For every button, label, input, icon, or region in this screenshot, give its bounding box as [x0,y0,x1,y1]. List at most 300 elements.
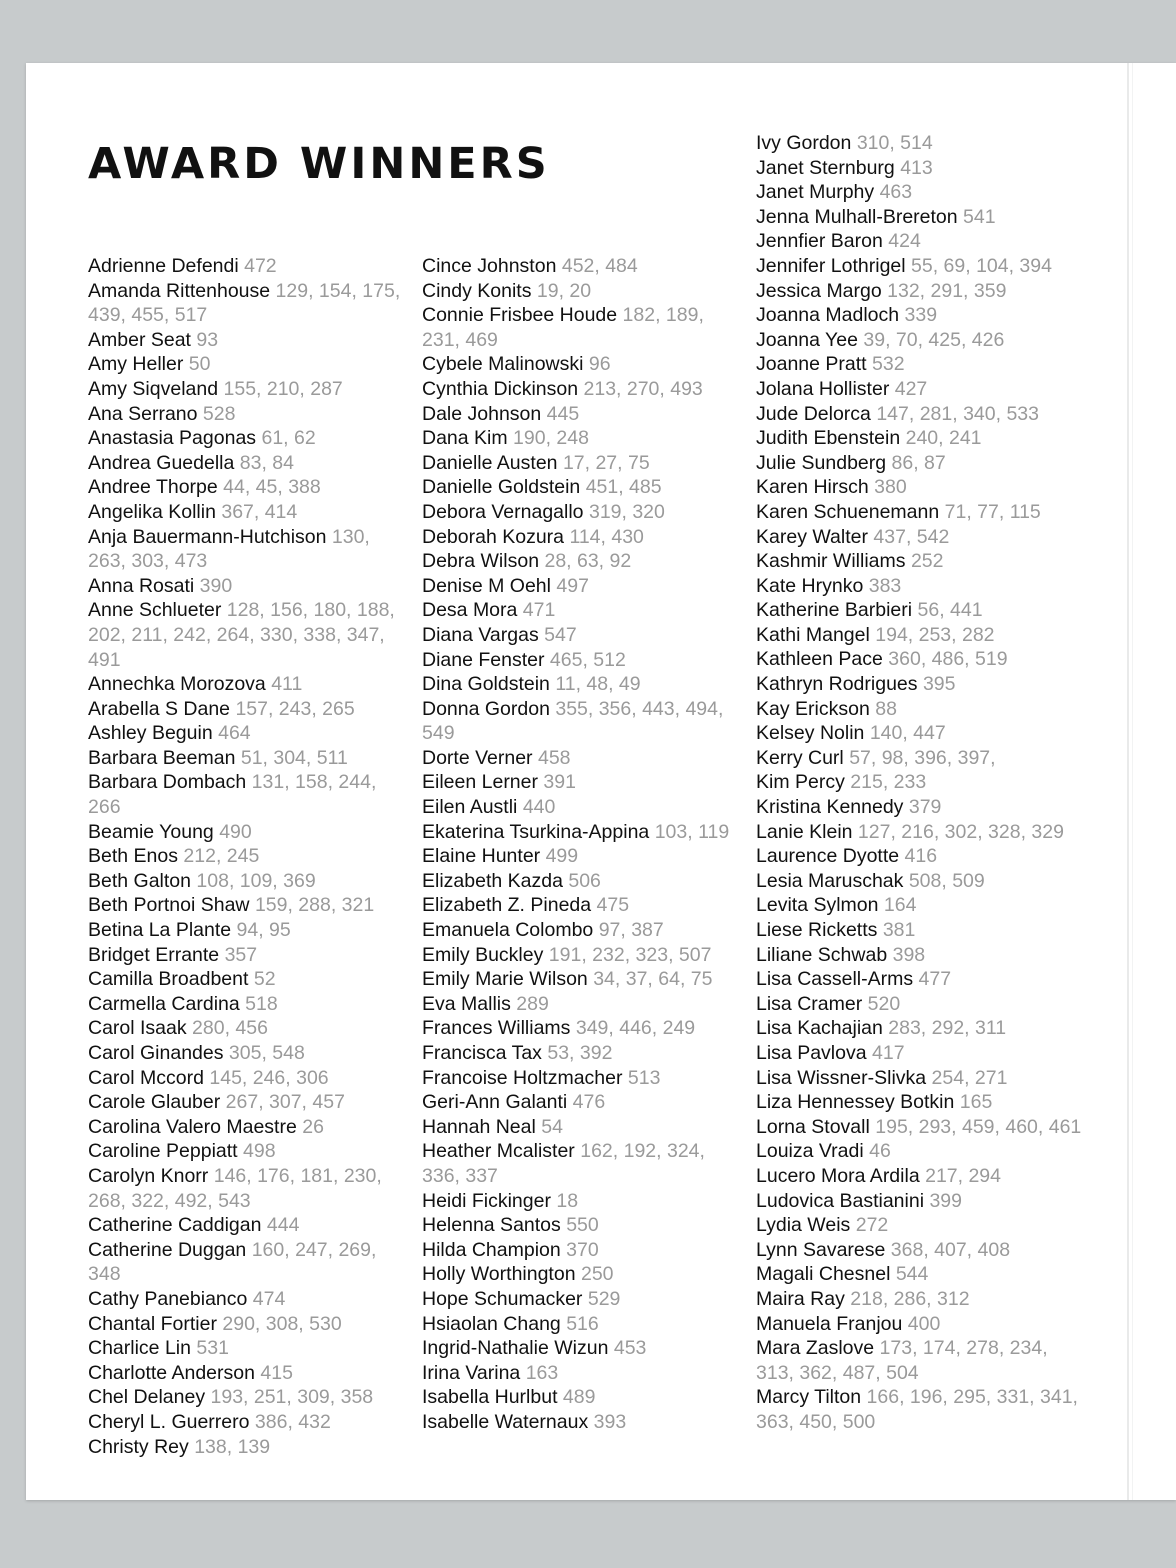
winner-name: Marcy Tilton [756,1386,862,1409]
winner-name: Kate Hrynko [756,574,864,597]
winner-name: Cheryl L. Guerrero [88,1410,250,1433]
winner-name: Kim Percy [756,771,845,794]
winner-name: Karen Schuenemann [756,500,940,523]
winner-pages: 140, 447 [869,722,946,745]
winner-pages: 445 [546,402,580,425]
winner-pages: 531 [196,1337,229,1360]
winner-name: Eilen Austli [422,796,518,819]
winner-name: Karen Hirsch [756,476,869,499]
winner-name: Amy Siqveland [88,377,219,400]
winner-name: Frances Williams [422,1017,571,1040]
winner-pages: 52 [253,968,276,991]
winner-entry [422,869,744,894]
winner-pages: 157, 243, 265 [235,697,355,720]
winner-pages: 94, 95 [236,919,291,942]
winner-pages: 108, 109, 369 [196,869,316,892]
winner-name: Kathi Mangel [756,623,870,646]
winner-pages: 61, 62 [261,427,316,450]
winner-entry [88,525,410,574]
winner-entry [422,1287,744,1312]
winner-pages: 50 [188,353,211,376]
winner-pages: 18 [556,1189,579,1212]
winner-entry [756,549,1084,574]
winner-pages: 367, 414 [221,500,298,523]
winner-name: Annechka Morozova [88,673,266,696]
winner-entry [756,156,1084,181]
winner-pages: 290, 308, 530 [222,1312,342,1335]
winner-entry [756,1016,1084,1041]
winner-pages: 395 [922,673,956,696]
winner-name: Deborah Kozura [422,525,565,548]
winner-name: Lynn Savarese [756,1238,886,1261]
winner-name: Lesia Maruschak [756,869,904,892]
winner-name: Maira Ray [756,1287,845,1310]
winner-entry [756,1115,1084,1140]
winner-entry [756,1066,1084,1091]
winner-entry [422,1312,744,1337]
winner-name: Hope Schumacker [422,1287,583,1310]
winner-name: Anastasia Pagonas [88,427,257,450]
winner-pages: 195, 293, 459, 460, 461 [875,1115,1082,1138]
winner-name: Catherine Caddigan [88,1214,262,1237]
winner-pages: 475 [596,894,630,917]
winner-pages: 283, 292, 311 [888,1017,1007,1040]
winner-name: Charlice Lin [88,1337,191,1360]
winner-entry [422,303,744,352]
winner-entry [756,451,1084,476]
winner-pages: 17, 27, 75 [562,451,650,474]
winner-pages: 437, 542 [873,525,950,548]
winner-pages: 193, 251, 309, 358 [210,1386,374,1409]
winner-name: Hannah Neal [422,1115,536,1138]
winner-name: Eileen Lerner [422,771,538,794]
winner-name: Carol Isaak [88,1017,187,1040]
winner-name: Bridget Errante [88,943,220,966]
winner-entry [88,328,410,353]
winner-name: Jenna Mulhall-Brereton [756,205,958,228]
winner-pages: 51, 304, 511 [240,746,348,769]
winner-name: Julie Sundberg [756,451,887,474]
winner-entry [88,918,410,943]
winner-name: Debra Wilson [422,550,540,573]
winner-name: Lucero Mora Ardila [756,1164,920,1187]
winner-entry [422,918,744,943]
winner-entry [88,598,410,672]
winner-name: Diana Vargas [422,623,539,646]
winner-name: Ashley Beguin [88,722,213,745]
winner-pages: 218, 286, 312 [850,1287,970,1310]
winner-name: Hilda Champion [422,1238,561,1261]
winner-entry [422,1090,744,1115]
winner-name: Elizabeth Z. Pineda [422,894,592,917]
winner-entry [88,451,410,476]
winner-pages: 508, 509 [908,869,985,892]
winner-entry [756,229,1084,254]
winner-name: Carol Mccord [88,1066,204,1089]
winner-entry [756,426,1084,451]
winner-name: Kay Erickson [756,697,870,720]
winner-name: Catherine Duggan [88,1238,247,1261]
winner-pages: 217, 294 [925,1164,1001,1187]
winner-pages: 452, 484 [561,255,638,277]
winner-name: Joanna Madloch [756,304,900,327]
winner-name: Janet Murphy [756,181,875,204]
winner-name: Cathy Panebianco [88,1287,248,1310]
winner-pages: 88 [875,697,897,720]
winner-entry [756,328,1084,353]
winner-pages: 252 [910,550,944,573]
winner-pages: 213, 270, 493 [583,377,703,400]
winner-pages: 26 [302,1115,324,1138]
winner-name: Janet Sternburg [756,156,895,179]
winner-pages: 240, 241 [905,427,982,450]
winner-entry [88,967,410,992]
winner-pages: 368, 407, 408 [890,1238,1011,1261]
winner-pages: 46 [869,1140,891,1163]
document-page [26,63,1176,1500]
winner-name: Lisa Cramer [756,992,863,1015]
winner-pages: 541 [963,205,996,228]
winner-name: Dale Johnson [422,402,542,425]
winner-name: Manuela Franjou [756,1312,903,1335]
winner-entry [756,352,1084,377]
winner-name: Laurence Dyotte [756,845,900,868]
winner-entry [756,1385,1084,1434]
winner-pages: 415 [260,1361,293,1384]
winner-name: Irina Varina [422,1361,521,1384]
winner-pages: 11, 48, 49 [555,673,641,696]
winner-pages: 339 [904,304,938,327]
winner-entry [88,1361,410,1386]
winner-entry [756,820,1084,845]
winner-pages: 380 [874,476,907,499]
winner-entry [88,844,410,869]
winner-entry [422,451,744,476]
winner-pages: 194, 253, 282 [875,623,995,646]
winner-pages: 71, 77, 115 [944,500,1041,523]
winner-entry [422,992,744,1017]
winner-name: Geri-Ann Galanti [422,1091,568,1114]
winner-name: Christy Rey [88,1435,189,1458]
winner-entry [422,770,744,795]
winner-pages: 518 [245,992,278,1015]
winner-pages: 83, 84 [239,451,294,474]
winner-pages: 528 [202,402,236,425]
winner-entry [422,795,744,820]
winner-entry [756,647,1084,672]
winner-pages: 54 [541,1115,563,1138]
winner-name: Andrea Guedella [88,451,235,474]
winner-pages: 379 [908,796,942,819]
winner-pages: 53, 392 [547,1042,613,1064]
winner-entry [88,377,410,402]
winner-pages: 463 [879,181,913,204]
winner-name: Helenna Santos [422,1214,561,1237]
winner-name: Katherine Barbieri [756,599,913,622]
winner-pages: 130, 263, 303, 473 [88,525,370,573]
winner-entry [756,770,1084,795]
winner-pages: 476 [572,1091,606,1114]
winner-entry [422,549,744,574]
winner-pages: 498 [243,1140,276,1163]
winner-entry [422,402,744,427]
winner-pages: 393 [593,1410,627,1433]
winner-name: Ekaterina Tsurkina-Appina [422,820,650,843]
winner-name: Karey Walter [756,525,868,548]
winner-entry [88,820,410,845]
winner-entry [88,426,410,451]
winner-pages: 532 [872,353,905,376]
winner-entry [422,893,744,918]
winner-entry [756,303,1084,328]
winner-pages: 416 [904,845,938,868]
winner-entry [756,918,1084,943]
winner-entry [756,131,1084,156]
winner-pages: 520 [867,992,901,1015]
winner-entry [422,967,744,992]
winner-pages: 499 [545,845,579,868]
winner-name: Caroline Peppiatt [88,1140,238,1163]
winner-name: Mara Zaslove [756,1337,875,1360]
winner-entry [756,1041,1084,1066]
winner-entry [756,1287,1084,1312]
winner-pages: 383 [868,574,902,597]
winner-name: Heidi Fickinger [422,1189,551,1212]
winner-name: Emily Marie Wilson [422,968,588,991]
winner-entry [422,500,744,525]
winner-pages: 474 [252,1287,286,1310]
winner-name: Carole Glauber [88,1091,221,1114]
winner-entry [88,574,410,599]
winner-entry [756,992,1084,1017]
winner-entry [422,254,744,279]
winner-entry [88,1238,410,1287]
winner-pages: 513 [627,1066,661,1089]
winner-name: Desa Mora [422,599,518,622]
winner-pages: 163 [525,1361,559,1384]
winner-entry [422,697,744,746]
winner-entry [756,893,1084,918]
winner-name: Kathryn Rodrigues [756,673,918,696]
winner-entry [422,844,744,869]
winner-entry [422,1410,744,1435]
winner-pages: 57, 98, 396, 397, [849,746,996,769]
winner-name: Lisa Pavlova [756,1041,867,1064]
winner-name: Kerry Curl [756,746,844,769]
winner-entry [422,672,744,697]
winner-name: Liliane Schwab [756,943,888,966]
winner-entry [756,1164,1084,1189]
winner-entry [88,1139,410,1164]
page-gutter [1127,63,1129,1500]
winner-name: Chel Delaney [88,1386,206,1409]
winner-name: Jennfier Baron [756,230,883,253]
winner-entry [88,475,410,500]
winner-pages: 391 [543,771,576,794]
winner-name: Dorte Verner [422,746,533,769]
winner-entry [756,254,1084,279]
winner-pages: 370 [566,1238,599,1261]
winner-name: Ivy Gordon [756,132,852,154]
winner-entry [756,1139,1084,1164]
winner-entry [88,770,410,819]
winner-entry [422,377,744,402]
winner-pages: 399 [929,1189,962,1212]
winner-pages: 398 [892,943,926,966]
winner-entry [422,1139,744,1188]
winner-pages: 497 [556,574,589,597]
winner-entry [422,1262,744,1287]
winner-pages: 250 [580,1263,614,1286]
winner-entry [88,1410,410,1435]
winner-entry [422,426,744,451]
winner-entry [756,697,1084,722]
winner-pages: 465, 512 [549,648,626,671]
winner-name: Barbara Beeman [88,746,236,769]
winner-entry [756,402,1084,427]
winner-pages: 34, 37, 64, 75 [593,968,713,991]
winner-pages: 86, 87 [891,451,946,474]
winner-name: Danielle Goldstein [422,476,581,499]
winner-entry [422,1189,744,1214]
winner-pages: 19, 20 [536,279,592,302]
winner-entry [88,1336,410,1361]
winner-name: Heather Mcalister [422,1140,575,1163]
winner-pages: 490 [219,820,252,843]
winner-pages: 550 [566,1214,599,1237]
winner-pages: 129, 154, 175, 439, 455, 517 [88,279,401,327]
winners-column-1 [88,254,410,1459]
winner-pages: 451, 485 [585,476,662,499]
winner-pages: 162, 192, 324, 336, 337 [422,1140,705,1187]
winner-name: Carolina Valero Maestre [88,1115,297,1138]
winner-entry [88,1287,410,1312]
winner-pages: 381 [882,919,916,941]
winner-entry [422,623,744,648]
winner-entry [88,893,410,918]
winner-entry [422,820,744,845]
winner-pages: 103, 119 [654,820,730,843]
winner-name: Liese Ricketts [756,919,878,941]
winner-name: Ingrid-Nathalie Wizun [422,1337,609,1360]
winner-entry [756,1262,1084,1287]
winner-name: Amber Seat [88,328,191,351]
winner-pages: 160, 247, 269, 348 [88,1238,377,1286]
winner-name: Camilla Broadbent [88,968,249,991]
winner-name: Cynthia Dickinson [422,377,579,400]
winner-entry [422,574,744,599]
winner-entry [88,672,410,697]
winner-pages: 147, 281, 340, 533 [876,402,1039,425]
winner-entry [88,352,410,377]
winner-name: Kathleen Pace [756,648,883,671]
winner-pages: 417 [872,1041,905,1064]
winner-entry [422,1213,744,1238]
winner-pages: 146, 176, 181, 230, 268, 322, 492, 543 [88,1164,382,1212]
winner-pages: 355, 356, 443, 494, 549 [422,697,724,745]
winner-pages: 413 [900,156,933,179]
winner-name: Jude Delorca [756,402,871,425]
winner-entry [88,1213,410,1238]
winner-pages: 411 [271,673,303,696]
winner-name: Lanie Klein [756,820,853,843]
winner-name: Dana Kim [422,427,508,450]
winner-name: Denise M Oehl [422,574,551,597]
winner-entry [88,1385,410,1410]
winner-entry [756,967,1084,992]
winner-name: Isabella Hurlbut [422,1386,558,1409]
winner-pages: 529 [587,1287,621,1310]
winner-entry [756,943,1084,968]
winner-pages: 280, 456 [192,1017,268,1040]
winner-name: Louiza Vradi [756,1140,864,1163]
winner-entry [88,992,410,1017]
winner-pages: 55, 69, 104, 394 [911,254,1052,277]
winner-name: Anna Rosati [88,574,195,597]
winner-pages: 131, 158, 244, 266 [88,771,377,819]
winner-entry [88,500,410,525]
winner-entry [422,648,744,673]
winner-entry [422,746,744,771]
winner-name: Liza Hennessey Botkin [756,1091,955,1114]
winner-name: Beth Enos [88,845,178,868]
winner-entry [88,1016,410,1041]
winner-name: Cybele Malinowski [422,353,584,376]
winner-name: Barbara Dombach [88,771,247,794]
winners-column-3 [756,131,1084,1434]
winner-name: Donna Gordon [422,697,550,720]
winner-name: Beamie Young [88,820,214,843]
winner-name: Anne Schlueter [88,599,222,622]
winner-pages: 349, 446, 249 [575,1017,696,1040]
winner-entry [88,254,410,279]
winner-name: Jennifer Lothrigel [756,254,906,277]
winner-pages: 310, 514 [856,132,933,154]
winner-name: Judith Ebenstein [756,427,901,450]
winner-pages: 272 [855,1214,889,1237]
winner-pages: 44, 45, 388 [223,476,321,499]
winner-entry [756,721,1084,746]
winner-name: Ludovica Bastianini [756,1189,925,1212]
winner-pages: 289 [516,992,549,1015]
winner-entry [88,869,410,894]
winner-pages: 427 [894,377,928,400]
winner-name: Andree Thorpe [88,476,218,499]
winner-pages: 93 [196,328,219,351]
winner-pages: 28, 63, 92 [544,550,632,573]
winner-entry [422,1238,744,1263]
page-gutter-line [1132,63,1133,1500]
winner-entry [422,943,744,968]
winner-entry [88,943,410,968]
winner-name: Beth Portnoi Shaw [88,894,250,917]
winner-entry [756,1312,1084,1337]
winner-pages: 128, 156, 180, 188, 202, 211, 242, 264, 330, 338, 347, 491 [88,599,395,671]
winner-pages: 357 [224,943,258,966]
winner-entry [422,1336,744,1361]
winners-column-2 [422,254,744,1435]
winner-entry [422,525,744,550]
winner-name: Lisa Kachajian [756,1017,883,1040]
winner-name: Jolana Hollister [756,377,890,400]
winner-entry [756,180,1084,205]
winner-pages: 97, 387 [598,919,664,942]
winner-name: Elaine Hunter [422,845,541,868]
winner-pages: 547 [544,623,577,646]
winner-entry [756,574,1084,599]
winner-entry [756,1189,1084,1214]
winner-name: Anja Bauermann-Hutchison [88,525,327,548]
